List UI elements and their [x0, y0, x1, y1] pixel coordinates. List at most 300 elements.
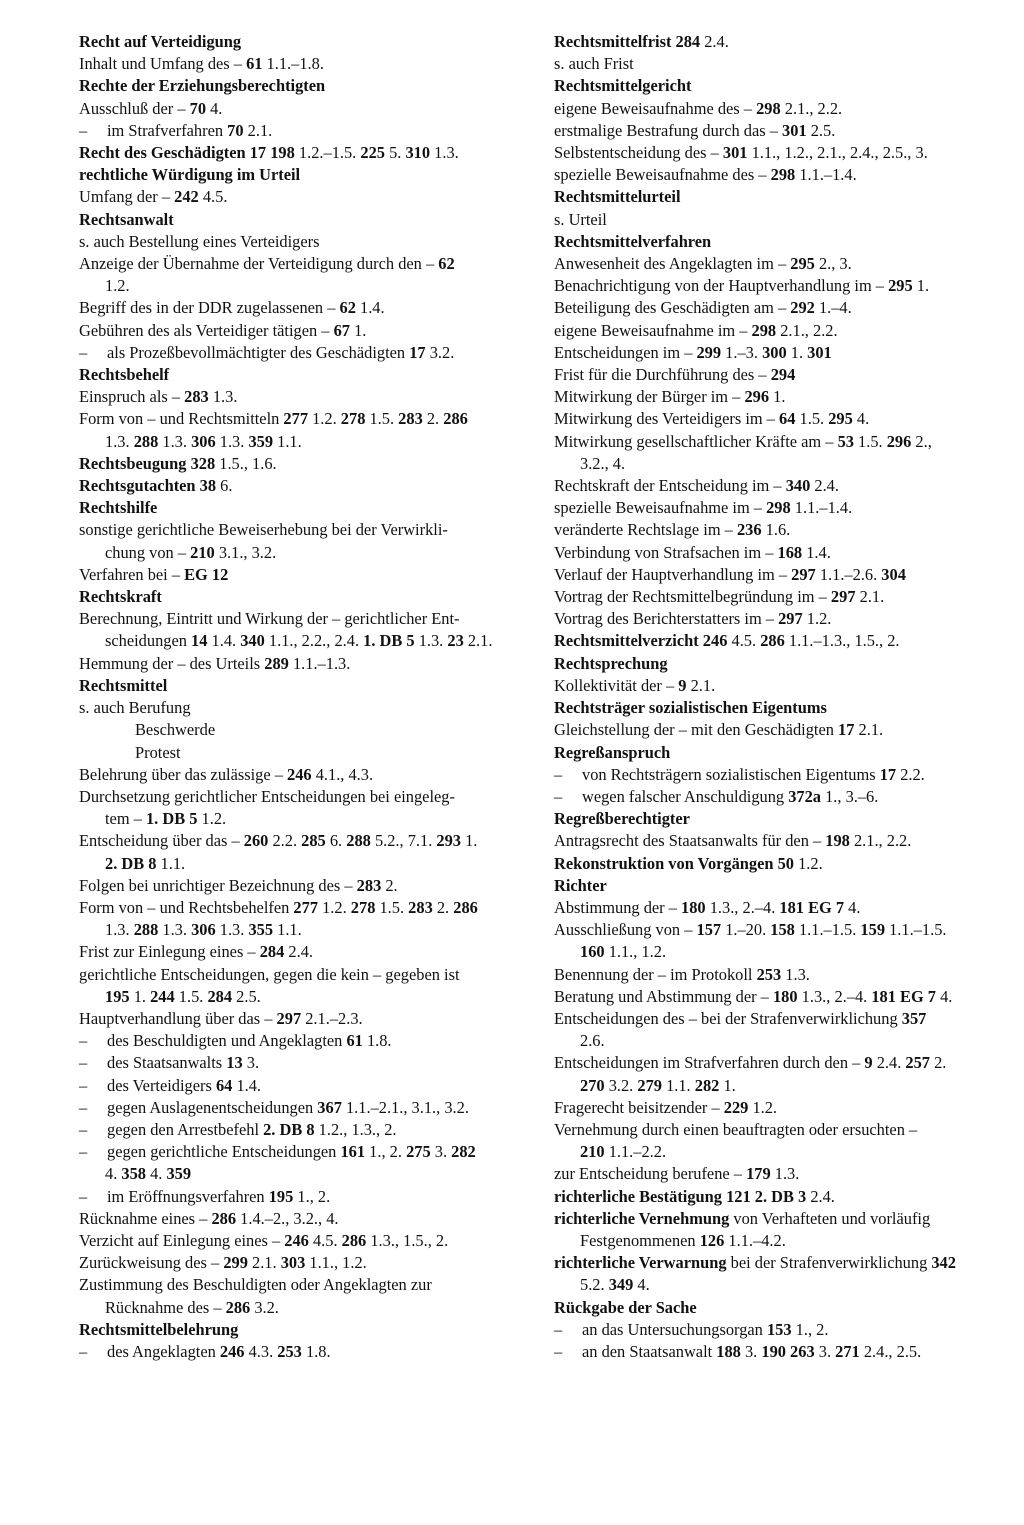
- index-text: Frist für die Durchführung des –: [554, 365, 771, 385]
- index-dash-entry: [554, 764, 1004, 786]
- index-text: 2.4.: [700, 32, 729, 51]
- index-text: 355: [248, 920, 274, 940]
- index-entry-continuation: [79, 1297, 519, 1319]
- index-text: 260: [243, 831, 269, 851]
- index-text: 340: [240, 631, 265, 651]
- index-text: 277: [293, 897, 319, 917]
- index-text: 2.1., 2.2.: [849, 831, 912, 851]
- index-text: 1.3.: [414, 631, 448, 651]
- index-text: Rechtshilfe: [79, 498, 158, 518]
- index-text: 1.5.: [853, 431, 887, 451]
- index-text: 301: [782, 120, 807, 140]
- index-text: 275: [406, 1142, 431, 1162]
- index-text: richterliche Verwarnung: [554, 1253, 727, 1273]
- index-heading: [79, 1319, 519, 1341]
- index-text: Rechtskraft: [79, 587, 162, 607]
- index-text: Belehrung über das zulässige –: [79, 764, 288, 784]
- index-text: 168: [777, 542, 803, 562]
- index-text: 9: [864, 1053, 873, 1073]
- index-text: 359: [248, 431, 274, 451]
- index-text: 23: [447, 631, 464, 651]
- index-text: Regreßberechtigter: [554, 809, 690, 829]
- index-text: 1.2.: [308, 409, 341, 429]
- index-text: 2.4.: [284, 942, 314, 962]
- index-text: 1.8.: [362, 1031, 392, 1051]
- index-text: spezielle Beweisaufnahme im –: [554, 498, 767, 518]
- index-text: 1.2., 1.3., 2.: [314, 1119, 397, 1139]
- index-entry: [79, 408, 519, 430]
- index-entry: [79, 253, 519, 275]
- index-text: 2.1.: [243, 120, 273, 140]
- index-text: 1.1.–1.5.: [885, 920, 947, 940]
- index-text: Rücknahme des –: [105, 1297, 226, 1317]
- index-dash-entry: [79, 1097, 519, 1119]
- index-text: 1.2.: [105, 276, 130, 296]
- index-text: 286: [760, 631, 785, 651]
- index-text: Rechtsmittel: [79, 675, 168, 695]
- index-text: 1.–4.: [814, 298, 852, 318]
- index-text: 298: [756, 98, 781, 118]
- index-text: 1.6.: [761, 520, 791, 540]
- index-text: Gebühren des als Verteidiger tätigen –: [79, 320, 334, 340]
- index-heading: [554, 75, 1004, 97]
- index-text: gegen Auslagenentscheidungen: [107, 1097, 318, 1117]
- index-text: Inhalt und Umfang des –: [79, 54, 247, 74]
- index-text: 2.5.: [232, 986, 261, 1006]
- index-text: 1.2.: [748, 1097, 778, 1117]
- index-entry: [554, 919, 1004, 941]
- index-text: Vernehmung durch einen beauftragten oder ersuchten –: [554, 1119, 918, 1139]
- index-entry-continuation: [79, 1163, 519, 1185]
- index-entry-continuation: [554, 1141, 1004, 1163]
- index-dash-entry: [79, 342, 519, 364]
- index-text: 5.2.: [580, 1275, 609, 1295]
- index-text: 3.1., 3.2.: [214, 542, 277, 562]
- index-text: 1.3.: [158, 920, 192, 940]
- index-text: rechtliche Würdigung im Urteil: [79, 165, 301, 185]
- index-text: Rekonstruktion von Vorgängen 50: [554, 853, 794, 873]
- index-text: Regreßanspruch: [554, 742, 671, 762]
- index-text: 236: [736, 520, 762, 540]
- index-text: wegen falscher Anschuldigung: [582, 786, 789, 806]
- index-text: 295: [888, 276, 913, 296]
- index-text: 284: [259, 942, 285, 962]
- index-heading: [554, 875, 1004, 897]
- index-text: s. auch Berufung: [79, 698, 191, 718]
- index-text: 1. DB 5: [145, 809, 198, 829]
- index-text: 283: [398, 409, 423, 429]
- index-text: 4.: [852, 409, 870, 429]
- index-entry: [554, 364, 1004, 386]
- index-text: 2.1.: [855, 587, 885, 607]
- index-text: 295: [828, 409, 853, 429]
- index-text: 1.1.: [273, 431, 302, 451]
- index-entry: [79, 564, 519, 586]
- index-entry-continuation: [79, 275, 519, 297]
- index-entry: [79, 608, 519, 630]
- index-dash-entry: [79, 120, 519, 142]
- index-entry: [554, 342, 1004, 364]
- index-text: Begriff des in der DDR zugelassenen –: [79, 298, 340, 318]
- index-text: 64: [215, 1075, 233, 1095]
- index-text: chung von –: [105, 542, 191, 562]
- index-text: 2.1.: [854, 720, 884, 740]
- index-text: von Verhafteten und vorläufig: [729, 1208, 931, 1228]
- index-text: 153: [766, 1319, 792, 1339]
- index-text: 159: [860, 920, 886, 940]
- index-text: 357: [901, 1008, 927, 1028]
- index-text: Mitwirkung des Verteidigers im –: [554, 409, 780, 429]
- index-text: 2.: [929, 1053, 947, 1073]
- index-text: 278: [350, 897, 376, 917]
- index-entry: [79, 875, 519, 897]
- index-text: 161: [340, 1142, 366, 1162]
- index-text: 310: [405, 143, 431, 163]
- index-entry: [554, 830, 1004, 852]
- index-text: 358: [121, 1164, 146, 1184]
- index-text: 53: [837, 431, 854, 451]
- index-text: 61: [346, 1031, 363, 1051]
- index-text: 1.: [129, 986, 151, 1006]
- index-text: 4.1., 4.3.: [311, 764, 374, 784]
- index-text: 3.2.: [425, 342, 455, 362]
- index-text: Beratung und Abstimmung der –: [554, 986, 773, 1006]
- index-text: 246: [219, 1341, 245, 1361]
- index-text: 1.3., 2.–4.: [705, 897, 780, 917]
- index-text: 62: [438, 254, 455, 274]
- index-entry: [554, 253, 1004, 275]
- index-text: 4.: [844, 897, 861, 917]
- index-entry: [554, 142, 1004, 164]
- index-entry-continuation: [554, 1075, 1004, 1097]
- index-text: Verfahren bei –: [79, 564, 185, 584]
- index-text: 1.3.: [105, 431, 134, 451]
- index-dash-entry: [79, 1141, 519, 1163]
- index-text: 303: [280, 1253, 306, 1273]
- index-text: 271: [835, 1341, 860, 1361]
- index-text: 2.: [432, 897, 454, 917]
- index-text: 340: [785, 476, 811, 496]
- index-text: 1.5.: [365, 409, 399, 429]
- index-entry: [554, 1186, 1004, 1208]
- index-text: s. auch Frist: [554, 54, 634, 74]
- index-text: 1.: [461, 831, 478, 851]
- index-heading: [79, 75, 519, 97]
- index-entry: [79, 453, 519, 475]
- index-text: 1.1., 1.2., 2.1., 2.4., 2.5., 3.: [747, 143, 928, 163]
- index-text: Form von – und Rechtsmitteln: [79, 409, 284, 429]
- index-entry: [79, 964, 519, 986]
- index-heading: [554, 231, 1004, 253]
- index-text: 367: [317, 1097, 342, 1117]
- index-text: scheidungen: [105, 631, 192, 651]
- index-text: 298: [770, 165, 796, 185]
- index-text: 1.2.–1.5.: [294, 143, 361, 163]
- index-text: 246: [284, 1230, 309, 1250]
- index-entry: [554, 1252, 1004, 1274]
- index-text: von Rechtsträgern sozialistischen Eigentums: [582, 764, 880, 784]
- index-text: 1.1.–1.4.: [795, 165, 857, 185]
- index-text: Rechtsbehelf: [79, 365, 170, 385]
- index-text: Rechtsträger sozialistischen Eigentums: [554, 698, 827, 718]
- index-text: 5.2., 7.1.: [370, 831, 437, 851]
- index-text: 286: [225, 1297, 251, 1317]
- index-text: 6.: [216, 476, 233, 496]
- index-entry: [554, 608, 1004, 630]
- index-text: 17: [879, 764, 897, 784]
- index-text: 288: [346, 831, 371, 851]
- index-text: 279: [637, 1075, 662, 1095]
- index-text: 225: [360, 143, 385, 163]
- index-text: 300: [762, 342, 787, 362]
- index-entry: [554, 1052, 1004, 1074]
- index-entry: [554, 1119, 1004, 1141]
- index-text: 270: [580, 1075, 605, 1095]
- index-text: 349: [608, 1275, 634, 1295]
- index-text: 14: [191, 631, 208, 651]
- index-text: im Strafverfahren: [107, 120, 228, 140]
- index-text: 190 263: [761, 1341, 815, 1361]
- index-text: 2. DB 8: [263, 1119, 315, 1139]
- index-entry: [79, 1230, 519, 1252]
- index-text: 9: [678, 675, 687, 695]
- index-dash-entry: [79, 1030, 519, 1052]
- index-text: 1.1.: [661, 1075, 695, 1095]
- index-text: 244: [150, 986, 175, 1006]
- index-text: 286: [453, 897, 478, 917]
- index-text: gerichtliche Entscheidungen, gegen die kein – gegeben ist: [79, 964, 460, 984]
- index-text: 1.1.–2.1., 3.1., 3.2.: [341, 1097, 469, 1117]
- index-entry: [554, 53, 1004, 75]
- index-entry: [554, 853, 1004, 875]
- index-text: 286: [211, 1208, 237, 1228]
- index-text: 253: [756, 964, 782, 984]
- index-text: s. Urteil: [554, 209, 607, 229]
- index-text: 1.4.: [355, 298, 385, 318]
- index-text: 4.: [206, 98, 223, 118]
- index-text: 1., 2.: [365, 1142, 407, 1162]
- index-text: 298: [751, 320, 777, 340]
- index-text: 288: [133, 431, 159, 451]
- index-text: richterliche Bestätigung 121 2. DB 3: [554, 1186, 807, 1206]
- index-entry: [79, 1208, 519, 1230]
- index-text: 1.: [349, 320, 367, 340]
- index-entry: [79, 386, 519, 408]
- index-heading: [79, 675, 519, 697]
- index-text: 246: [287, 764, 312, 784]
- index-text: 1.1.–1.3.: [288, 653, 351, 673]
- index-text: 4.: [633, 1275, 650, 1295]
- index-text: Rechtskraft der Entscheidung im –: [554, 476, 786, 496]
- index-text: 286: [341, 1230, 367, 1250]
- index-text: 4.: [105, 1164, 122, 1184]
- index-text: Verzicht auf Einlegung eines –: [79, 1230, 285, 1250]
- index-text: 17: [409, 342, 426, 362]
- index-text: 1.4.–2., 3.2., 4.: [236, 1208, 339, 1228]
- index-text: 1.1.–1.4.: [790, 498, 853, 518]
- index-text: 286: [443, 409, 468, 429]
- index-text: 294: [770, 365, 796, 385]
- index-entry: [79, 653, 519, 675]
- index-subentry: [79, 742, 519, 764]
- index-heading: [554, 653, 1004, 675]
- index-text: 180: [772, 986, 798, 1006]
- index-text: 359: [166, 1164, 192, 1184]
- index-entry: [554, 98, 1004, 120]
- index-entry-continuation: [554, 1030, 1004, 1052]
- index-entry-continuation: [79, 431, 519, 453]
- index-text: Rechtsbeugung 328: [79, 453, 216, 473]
- index-text: 4.3.: [244, 1341, 278, 1361]
- index-text: 1.4.: [802, 542, 831, 562]
- index-text: Anzeige der Übernahme der Verteidigung durch den –: [79, 254, 439, 274]
- index-text: 296: [744, 387, 770, 407]
- index-text: 2.2.: [896, 764, 925, 784]
- index-entry: [79, 297, 519, 319]
- index-text: 1.5.: [795, 409, 829, 429]
- index-text: Selbstentscheidung des –: [554, 143, 723, 163]
- index-entry: [554, 1163, 1004, 1185]
- index-entry: [554, 497, 1004, 519]
- index-heading: [554, 742, 1004, 764]
- index-text: 2.1.: [686, 675, 716, 695]
- index-text: 372a: [788, 786, 821, 806]
- index-text: Vortrag des Berichterstatters im –: [554, 609, 779, 629]
- index-text: 278: [340, 409, 366, 429]
- index-entry: [79, 98, 519, 120]
- index-entry: [554, 564, 1004, 586]
- index-text: 3.: [814, 1341, 836, 1361]
- index-text: 4.5.: [308, 1230, 342, 1250]
- index-entry: [79, 764, 519, 786]
- index-text: 1.3.: [208, 387, 238, 407]
- index-dash-entry: [79, 1075, 519, 1097]
- index-text: 1.–20.: [721, 920, 771, 940]
- index-entry: [554, 475, 1004, 497]
- index-text: 306: [191, 431, 216, 451]
- index-entry: [79, 475, 519, 497]
- index-entry: [554, 120, 1004, 142]
- index-entry: [554, 1097, 1004, 1119]
- index-entry: [554, 964, 1004, 986]
- index-text: 198: [825, 831, 850, 851]
- index-subentry: [79, 719, 519, 741]
- index-text: 257: [905, 1053, 930, 1073]
- index-text: Entscheidungen des – bei der Strafenverwirklichung: [554, 1008, 902, 1028]
- index-entry: [79, 786, 519, 808]
- index-text: 2.1.–2.3.: [301, 1008, 363, 1028]
- index-text: 1.2.: [794, 853, 823, 873]
- index-text: 1.1., 2.2., 2.4.: [264, 631, 364, 651]
- index-text: Frist zur Einlegung eines –: [79, 942, 260, 962]
- index-dash-entry: [79, 1341, 519, 1363]
- index-text: 1.3.: [215, 920, 249, 940]
- index-text: 5.: [384, 143, 406, 163]
- index-entry: [79, 142, 519, 164]
- index-entry: [554, 675, 1004, 697]
- index-text: 3.2., 4.: [580, 453, 626, 473]
- index-text: sonstige gerichtliche Beweiserhebung bei der Verwirkli-: [79, 520, 448, 540]
- index-text: Umfang der –: [79, 187, 175, 207]
- index-text: tem –: [105, 809, 146, 829]
- index-text: 1.: [719, 1075, 736, 1095]
- index-text: 2.4.: [872, 1053, 906, 1073]
- index-text: 2.: [381, 875, 398, 895]
- index-text: Form von – und Rechtsbehelfen: [79, 897, 294, 917]
- index-text: Protest: [135, 742, 181, 762]
- index-heading: [79, 586, 519, 608]
- index-text: bei der Strafenverwirklichung: [726, 1253, 932, 1273]
- index-text: Anwesenheit des Angeklagten im –: [554, 254, 791, 274]
- index-text: 1.1.–1.3., 1.5., 2.: [784, 631, 900, 651]
- index-text: 181 EG 7: [871, 986, 937, 1006]
- index-dash-entry: [554, 786, 1004, 808]
- index-text: 2.4., 2.5.: [859, 1341, 922, 1361]
- index-text: s. auch Bestellung eines Verteidigers: [79, 231, 320, 251]
- index-text: 282: [694, 1075, 720, 1095]
- index-entry: [554, 986, 1004, 1008]
- index-text: 2.1., 2.2.: [780, 98, 843, 118]
- index-entry: [554, 164, 1004, 186]
- index-text: 2.4.: [806, 1186, 835, 1206]
- index-text: 306: [191, 920, 216, 940]
- index-text: veränderte Rechtslage im –: [554, 520, 737, 540]
- index-text: an das Untersuchungsorgan: [582, 1319, 767, 1339]
- index-text: 1.1.–1.5.: [794, 920, 861, 940]
- index-text: erstmalige Bestrafung durch das –: [554, 120, 783, 140]
- index-text: Abstimmung der –: [554, 897, 682, 917]
- index-entry: [554, 542, 1004, 564]
- index-text: des Staatsanwalts: [107, 1053, 227, 1073]
- index-text: Folgen bei unrichtiger Bezeichnung des –: [79, 875, 357, 895]
- index-text: Mitwirkung gesellschaftlicher Kräfte am –: [554, 431, 838, 451]
- index-text: 2.,: [911, 431, 932, 451]
- index-text: Hemmung der – des Urteils: [79, 653, 265, 673]
- index-text: 304: [881, 564, 906, 584]
- index-text: 1.3.: [158, 431, 192, 451]
- index-entry: [79, 1252, 519, 1274]
- index-text: im Eröffnungsverfahren: [107, 1186, 269, 1206]
- index-text: 160: [580, 942, 605, 962]
- index-text: gegen den Arrestbefehl: [107, 1119, 264, 1139]
- index-text: 301: [807, 342, 832, 362]
- index-text: 253: [277, 1341, 302, 1361]
- index-text: Berechnung, Eintritt und Wirkung der – gerichtlicher Ent-: [79, 609, 460, 629]
- index-text: 297: [276, 1008, 302, 1028]
- index-entry: [79, 897, 519, 919]
- index-entry-continuation: [79, 808, 519, 830]
- index-text: 2.1.: [247, 1253, 281, 1273]
- index-text: Ausschluß der –: [79, 98, 190, 118]
- index-entry: [79, 519, 519, 541]
- index-text: 297: [830, 587, 856, 607]
- index-entry: [554, 630, 1004, 652]
- index-text: Vortrag der Rechtsmittelbegründung im –: [554, 587, 831, 607]
- index-column-left: [79, 31, 519, 1363]
- index-text: 1.4.: [207, 631, 241, 651]
- index-text: zur Entscheidung berufene –: [554, 1164, 747, 1184]
- index-text: 3.2.: [604, 1075, 638, 1095]
- index-text: 70: [189, 98, 207, 118]
- index-entry-continuation: [79, 853, 519, 875]
- index-text: 195: [105, 986, 130, 1006]
- index-text: 158: [770, 920, 795, 940]
- index-text: 1.3.: [105, 920, 134, 940]
- index-dash-entry: [554, 1341, 1004, 1363]
- index-entry: [554, 408, 1004, 430]
- index-text: Recht des Geschädigten 17 198: [79, 143, 295, 163]
- index-text: 297: [791, 564, 816, 584]
